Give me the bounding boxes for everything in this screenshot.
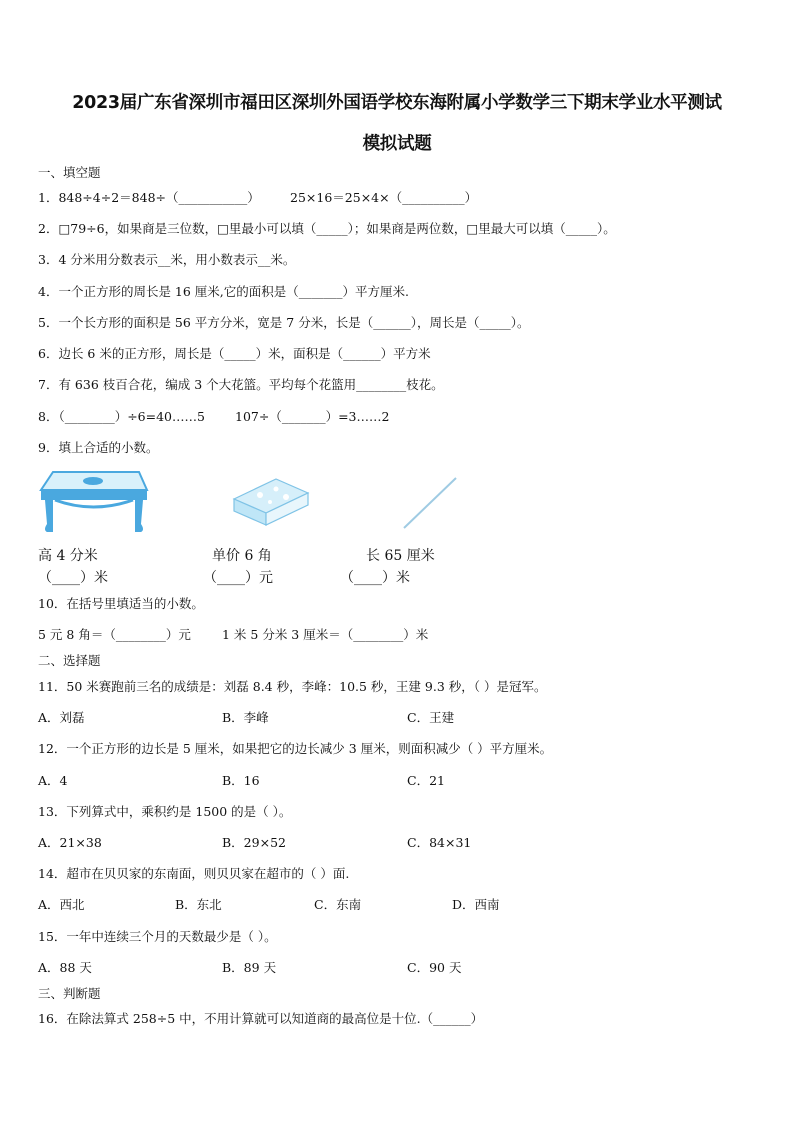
question-14: 14．超市在贝贝家的东南面，则贝贝家在超市的（ ）面. bbox=[38, 866, 350, 881]
q14-option-a: A．西北 bbox=[38, 897, 85, 912]
q12-option-b: B．16 bbox=[222, 773, 260, 788]
q13-option-c: C．84×31 bbox=[407, 835, 472, 850]
question-5: 5．一个长方形的面积是 56 平方分米，宽是 7 分米，长是（______），周长是（_____）。 bbox=[38, 315, 530, 330]
q13-option-a: A．21×38 bbox=[38, 835, 102, 850]
question-9: 9．填上合适的小数。 bbox=[38, 440, 159, 455]
q15-option-b: B．89 天 bbox=[222, 960, 277, 975]
question-4: 4．一个正方形的周长是 16 厘米,它的面积是（_______）平方厘米. bbox=[38, 284, 410, 299]
page-title: 2023届广东省深圳市福田区深圳外国语学校东海附属小学数学三下期末学业水平测试 bbox=[72, 93, 722, 113]
q15-option-c: C．90 天 bbox=[407, 960, 462, 975]
section-choice: 二、选择题 bbox=[38, 653, 101, 668]
q11-option-c: C．王建 bbox=[407, 710, 455, 725]
question-15: 15．一年中连续三个月的天数最少是（ ）。 bbox=[38, 929, 277, 944]
question-10: 10．在括号里填适当的小数。 bbox=[38, 596, 204, 611]
question-2: 2．□79÷6，如果商是三位数，□里最小可以填（_____）；如果商是两位数，□里最大可以填（_____）。 bbox=[38, 221, 616, 236]
q9-answer-2: （____）元 bbox=[203, 570, 273, 586]
q11-option-b: B．李峰 bbox=[222, 710, 269, 725]
question-8b: 107÷（_______）=3……2 bbox=[235, 409, 390, 424]
q14-option-d: D．西南 bbox=[452, 897, 500, 912]
q9-caption-1: 高 4 分米 bbox=[38, 548, 98, 564]
question-7: 7．有 636 枝百合花，编成 3 个大花篮。平均每个花篮用________枝花。 bbox=[38, 377, 444, 392]
question-16: 16．在除法算式 258÷5 中，不用计算就可以知道商的最高位是十位.（______） bbox=[38, 1011, 484, 1026]
q9-caption-3: 长 65 厘米 bbox=[366, 548, 435, 564]
question-1a: 1．848÷4÷2＝848÷（___________） bbox=[38, 190, 260, 205]
q15-option-a: A．88 天 bbox=[38, 960, 92, 975]
question-8a: 8．（________）÷6=40……5 bbox=[38, 409, 205, 424]
question-10a: 5 元 8 角＝（________）元 bbox=[38, 627, 191, 642]
q12-option-c: C．21 bbox=[407, 773, 445, 788]
eraser-icon bbox=[230, 475, 310, 531]
question-12: 12．一个正方形的边长是 5 厘米，如果把它的边长减少 3 厘米，则面积减少（ ）平方厘米。 bbox=[38, 741, 553, 756]
question-1b: 25×16＝25×4×（__________） bbox=[290, 190, 478, 205]
stick-icon bbox=[400, 474, 460, 536]
q11-option-a: A．刘磊 bbox=[38, 710, 85, 725]
q12-option-a: A．4 bbox=[38, 773, 68, 788]
q9-caption-2: 单价 6 角 bbox=[212, 548, 272, 564]
q13-option-b: B．29×52 bbox=[222, 835, 286, 850]
question-13: 13．下列算式中，乘积约是 1500 的是（ ）。 bbox=[38, 804, 292, 819]
q14-option-b: B．东北 bbox=[175, 897, 222, 912]
question-10b: 1 米 5 分米 3 厘米＝（________）米 bbox=[222, 627, 429, 642]
question-6: 6．边长 6 米的正方形，周长是（_____）米，面积是（______）平方米 bbox=[38, 346, 431, 361]
table-icon bbox=[35, 468, 150, 540]
q9-answer-1: （____）米 bbox=[38, 570, 108, 586]
q14-option-c: C．东南 bbox=[314, 897, 362, 912]
question-11: 11．50 米赛跑前三名的成绩是：刘磊 8.4 秒，李峰：10.5 秒，王建 9.3 秒，（ ）是冠军。 bbox=[38, 679, 547, 694]
question-3: 3．4 分米用分数表示__米，用小数表示__米。 bbox=[38, 252, 296, 267]
q9-answer-3: （____）米 bbox=[340, 570, 410, 586]
page-title-line2: 模拟试题 bbox=[362, 134, 432, 154]
section-fill-in: 一、填空题 bbox=[38, 165, 101, 180]
section-judgement: 三、判断题 bbox=[38, 986, 101, 1001]
